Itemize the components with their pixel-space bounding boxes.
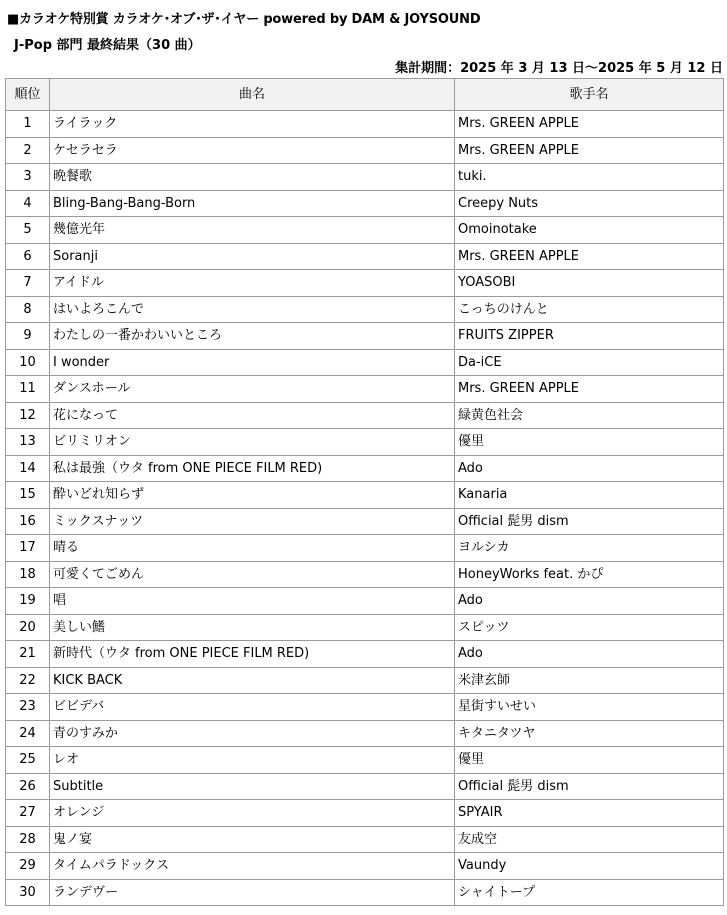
rank-cell: 30 — [6, 879, 50, 906]
song-title-cell: ビビデバ — [50, 694, 455, 721]
song-title-cell: アイドル — [50, 270, 455, 297]
artist-name-cell: Kanaria — [455, 482, 724, 509]
rank-cell: 2 — [6, 137, 50, 164]
song-title-cell: ビリミリオン — [50, 429, 455, 456]
song-title-cell: オレンジ — [50, 800, 455, 827]
song-title-cell: Bling-Bang-Bang-Born — [50, 190, 455, 217]
table-row — [6, 535, 724, 562]
rank-cell: 18 — [6, 561, 50, 588]
artist-name-cell: Da-iCE — [455, 349, 724, 376]
table-row — [6, 641, 724, 668]
artist-name-cell: 優里 — [455, 747, 724, 774]
table-row — [6, 296, 724, 323]
rank-cell: 27 — [6, 800, 50, 827]
table-row — [6, 747, 724, 774]
rank-cell: 20 — [6, 614, 50, 641]
artist-name-cell: Mrs. GREEN APPLE — [455, 243, 724, 270]
column-header-artist: 歌手名 — [455, 79, 724, 111]
column-header-song: 曲名 — [50, 79, 455, 111]
rank-cell: 21 — [6, 641, 50, 668]
table-row — [6, 800, 724, 827]
artist-name-cell: こっちのけんと — [455, 296, 724, 323]
table-row — [6, 190, 724, 217]
artist-name-cell: 星街すいせい — [455, 694, 724, 721]
rank-cell: 16 — [6, 508, 50, 535]
artist-name-cell: シャイトープ — [455, 879, 724, 906]
song-title-cell: Subtitle — [50, 773, 455, 800]
artist-name-cell: Ado — [455, 588, 724, 615]
song-title-cell: Soranji — [50, 243, 455, 270]
artist-name-cell: YOASOBI — [455, 270, 724, 297]
rank-cell: 10 — [6, 349, 50, 376]
rank-cell: 29 — [6, 853, 50, 880]
artist-name-cell: 緑黄色社会 — [455, 402, 724, 429]
document-title: ■カラオケ特別賞 カラオケ･オブ･ザ･イヤー powered by DAM & JOYSOUND — [7, 12, 481, 27]
rank-cell: 9 — [6, 323, 50, 350]
song-title-cell: 幾億光年 — [50, 217, 455, 244]
song-title-cell: KICK BACK — [50, 667, 455, 694]
table-row — [6, 508, 724, 535]
table-row — [6, 243, 724, 270]
song-title-cell: はいよろこんで — [50, 296, 455, 323]
artist-name-cell: 米津玄師 — [455, 667, 724, 694]
table-row — [6, 720, 724, 747]
artist-name-cell: Official 髭男 dism — [455, 773, 724, 800]
rank-cell: 26 — [6, 773, 50, 800]
ranking-table — [5, 78, 724, 906]
table-row — [6, 614, 724, 641]
artist-name-cell: Vaundy — [455, 853, 724, 880]
artist-name-cell: tuki. — [455, 164, 724, 191]
artist-name-cell: ヨルシカ — [455, 535, 724, 562]
song-title-cell: ライラック — [50, 111, 455, 138]
table-row — [6, 164, 724, 191]
table-row — [6, 349, 724, 376]
table-row — [6, 853, 724, 880]
song-title-cell: 新時代（ウタ from ONE PIECE FILM RED) — [50, 641, 455, 668]
rank-cell: 1 — [6, 111, 50, 138]
rank-cell: 11 — [6, 376, 50, 403]
song-title-cell: 晴る — [50, 535, 455, 562]
rank-cell: 25 — [6, 747, 50, 774]
table-row — [6, 773, 724, 800]
table-row — [6, 270, 724, 297]
artist-name-cell: Mrs. GREEN APPLE — [455, 376, 724, 403]
artist-name-cell: キタニタツヤ — [455, 720, 724, 747]
table-row — [6, 323, 724, 350]
rank-cell: 3 — [6, 164, 50, 191]
song-title-cell: 鬼ノ宴 — [50, 826, 455, 853]
song-title-cell: 晩餐歌 — [50, 164, 455, 191]
rank-cell: 8 — [6, 296, 50, 323]
song-title-cell: ケセラセラ — [50, 137, 455, 164]
artist-name-cell: FRUITS ZIPPER — [455, 323, 724, 350]
song-title-cell: 唱 — [50, 588, 455, 615]
artist-name-cell: Omoinotake — [455, 217, 724, 244]
table-header-row — [6, 79, 724, 111]
table-row — [6, 826, 724, 853]
column-header-rank: 順位 — [6, 79, 50, 111]
table-row — [6, 667, 724, 694]
table-row — [6, 137, 724, 164]
artist-name-cell: SPYAIR — [455, 800, 724, 827]
song-title-cell: 美しい鰭 — [50, 614, 455, 641]
song-title-cell: レオ — [50, 747, 455, 774]
song-title-cell: ダンスホール — [50, 376, 455, 403]
ranking-table-body — [6, 111, 724, 906]
rank-cell: 17 — [6, 535, 50, 562]
document-subtitle: J-Pop 部門 最終結果（30 曲） — [14, 38, 201, 53]
table-row — [6, 111, 724, 138]
table-row — [6, 588, 724, 615]
artist-name-cell: Ado — [455, 455, 724, 482]
artist-name-cell: Mrs. GREEN APPLE — [455, 111, 724, 138]
song-title-cell: 酔いどれ知らず — [50, 482, 455, 509]
artist-name-cell: Creepy Nuts — [455, 190, 724, 217]
artist-name-cell: Official 髭男 dism — [455, 508, 724, 535]
rank-cell: 15 — [6, 482, 50, 509]
song-title-cell: 花になって — [50, 402, 455, 429]
table-row — [6, 376, 724, 403]
artist-name-cell: 友成空 — [455, 826, 724, 853]
song-title-cell: 可愛くてごめん — [50, 561, 455, 588]
song-title-cell: 私は最強（ウタ from ONE PIECE FILM RED) — [50, 455, 455, 482]
rank-cell: 24 — [6, 720, 50, 747]
table-row — [6, 429, 724, 456]
rank-cell: 13 — [6, 429, 50, 456]
rank-cell: 23 — [6, 694, 50, 721]
table-row — [6, 217, 724, 244]
rank-cell: 28 — [6, 826, 50, 853]
artist-name-cell: Ado — [455, 641, 724, 668]
artist-name-cell: Mrs. GREEN APPLE — [455, 137, 724, 164]
song-title-cell: ミックスナッツ — [50, 508, 455, 535]
rank-cell: 5 — [6, 217, 50, 244]
artist-name-cell: 優里 — [455, 429, 724, 456]
table-row — [6, 879, 724, 906]
song-title-cell: ランデヴー — [50, 879, 455, 906]
table-row — [6, 455, 724, 482]
rank-cell: 7 — [6, 270, 50, 297]
song-title-cell: わたしの一番かわいいところ — [50, 323, 455, 350]
table-row — [6, 561, 724, 588]
rank-cell: 6 — [6, 243, 50, 270]
table-row — [6, 482, 724, 509]
song-title-cell: タイムパラドックス — [50, 853, 455, 880]
artist-name-cell: HoneyWorks feat. かぴ — [455, 561, 724, 588]
table-row — [6, 694, 724, 721]
table-row — [6, 402, 724, 429]
song-title-cell: I wonder — [50, 349, 455, 376]
tally-period: 集計期間：2025 年 3 月 13 日～2025 年 5 月 12 日 — [395, 61, 723, 76]
rank-cell: 12 — [6, 402, 50, 429]
rank-cell: 4 — [6, 190, 50, 217]
rank-cell: 14 — [6, 455, 50, 482]
rank-cell: 19 — [6, 588, 50, 615]
artist-name-cell: スピッツ — [455, 614, 724, 641]
rank-cell: 22 — [6, 667, 50, 694]
song-title-cell: 青のすみか — [50, 720, 455, 747]
